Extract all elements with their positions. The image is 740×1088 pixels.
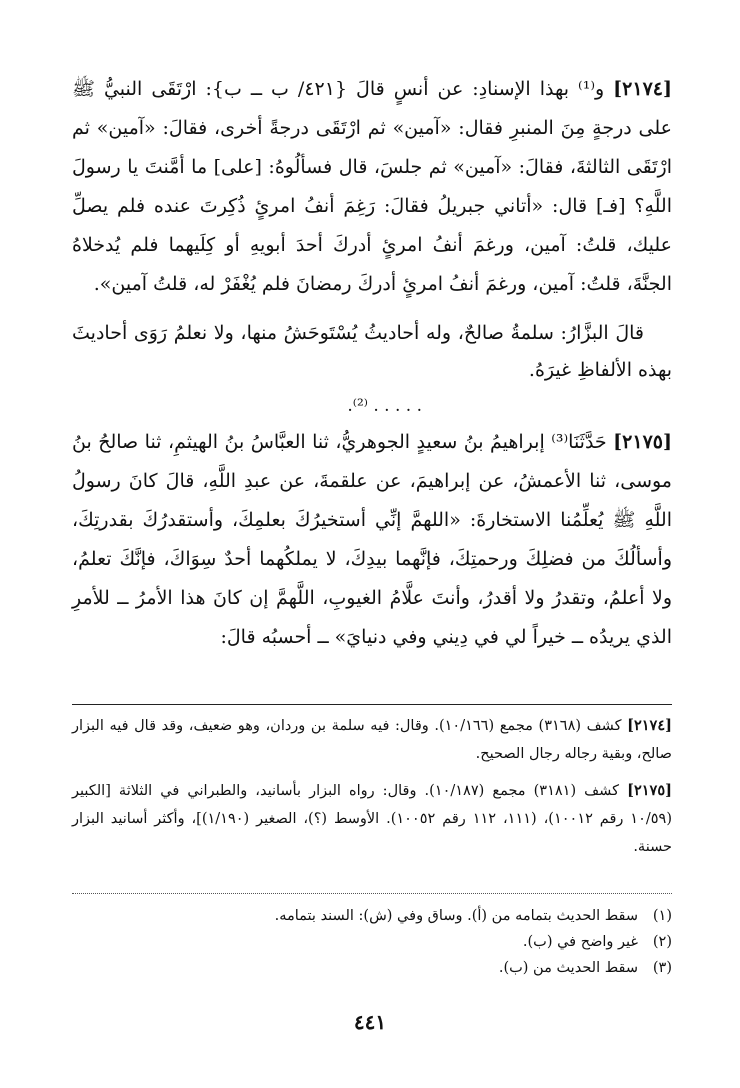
bazzar-remark: قالَ البزَّارُ: سلمةُ صالحٌ، وله أحاديثُ يُسْتَوحَشُ منها، ولا نعلمُ رَوَى أحاديثَ بهذه الألفاظِ غيرَهُ. — [72, 322, 672, 381]
note-text: كشف (٣١٦٨) مجمع (١٠/١٦٦). وقال: فيه سلمة بن وردان، وهو ضعيف، وقد قال فيه البزار صالح، وبقية رجاله رجال الصحيح. — [72, 718, 672, 762]
omission-marker: . . . . . ⁽²⁾. — [347, 396, 422, 416]
takhrij-notes — [72, 712, 672, 870]
note-2174 — [72, 712, 672, 768]
hadith-number: [٢١٧٥] — [613, 431, 672, 453]
footnote-mark: (١) — [652, 908, 672, 924]
page-number: ٤٤١ — [353, 1010, 387, 1034]
hadith-2174 — [72, 70, 672, 304]
footnote-text: سقط الحديث من (ب). — [498, 960, 638, 976]
hadith-2175 — [72, 423, 672, 657]
footnote-text: غير واضح في (ب). — [522, 934, 638, 950]
notes-divider — [72, 704, 672, 705]
note-number: [٢١٧٥] — [627, 782, 672, 799]
note-number: [٢١٧٤] — [627, 717, 672, 734]
footnote-1 — [72, 903, 672, 929]
footnotes-list — [72, 903, 672, 981]
hadith-text: حَدَّثَنَا⁽³⁾ إبراهيمُ بنُ سعيدٍ الجوهريُّ، ثنا العبَّاسُ بنُ الهيثمِ، ثنا صالحُ بنُ موسى، ثنا الأعمشُ، عن إبراهيمَ، عن علقمةَ، عن عبدِ اللَّهِ، قالَ كانَ رسولُ اللَّهِ ﷺ يُعلِّمُنا الاستخارةَ: «اللهمَّ إنِّي أستخيرُكَ بعلمِكَ، وأستقدرُكَ بقدرتِكَ، وأسألُكَ من فضلِكَ ورحمتِكَ، فإنَّهما بيدِكَ، لا يملكُهما أحدٌ سِوَاكَ، فإنَّكَ تعلمُ، ولا أعلمُ، وتقدرُ ولا أقدرُ، وأنتَ علَّامُ الغيوبِ، اللَّهمَّ إن كانَ هذا الأمرُ ــ للأمرِ الذي يريدُه ــ خيراً لي في دِيني وفي دنيايَ» ــ أحسبُه قالَ: — [72, 431, 672, 648]
footnote-mark: (٣) — [652, 960, 672, 976]
hadith-number: [٢١٧٤] — [613, 78, 672, 100]
footnote-text: سقط الحديث بتمامه من (أ). وساق وفي (ش): السند بتمامه. — [274, 908, 638, 924]
note-2175 — [72, 777, 672, 861]
footnote-3 — [72, 955, 672, 981]
footnote-mark: (٢) — [652, 934, 672, 950]
footnote-2 — [72, 929, 672, 955]
note-text: كشف (٣١٨١) مجمع (١٠/١٨٧). وقال: رواه البزار بأسانيد، والطبراني في الثلاثة [الكبير (١٠/٥٩ رقم ١٠٠١٢)، (١١١، ١١٢ رقم ١٠٠٥٢). الأوسط (؟)، الصغير (١/١٩٠)]، وأكثر أسانيد البزار حسنة. — [72, 783, 673, 855]
footnotes-divider — [72, 893, 672, 894]
hadith-text: و⁽¹⁾ بهذا الإسنادِ: عن أنسٍ قالَ {٤٢١/ ب ــ ب}: ارْتَقَى النبيُّ ﷺ على درجةٍ مِنَ المنبرِ فقال: «آمين» ثم ارْتَقَى درجةً أخرى، فقالَ: «آمين» ثم ارْتَقَى الثالثةَ، فقالَ: «آمين» ثم جلسَ، قال فسألُوهُ: [على] ما أمَّنتَ يا رسولَ اللَّهِ؟ [فـ] قال: «أتاني جبريلُ فقالَ: رَغِمَ أنفُ امرئٍ ذُكِرتَ عنده فلم يصلِّ عليك، قلتُ: آمين، ورغمَ أنفُ امرئٍ أدركَ أحدَ أبويهِ أو كِلَيهما فلم يُدخلاهُ الجنَّةَ، قلتُ: آمين، ورغمَ أنفُ امرئٍ أدركَ رمضانَ فلم يُغْفَرْ له، قلتُ آمين». — [72, 78, 672, 295]
main-text — [72, 70, 672, 657]
